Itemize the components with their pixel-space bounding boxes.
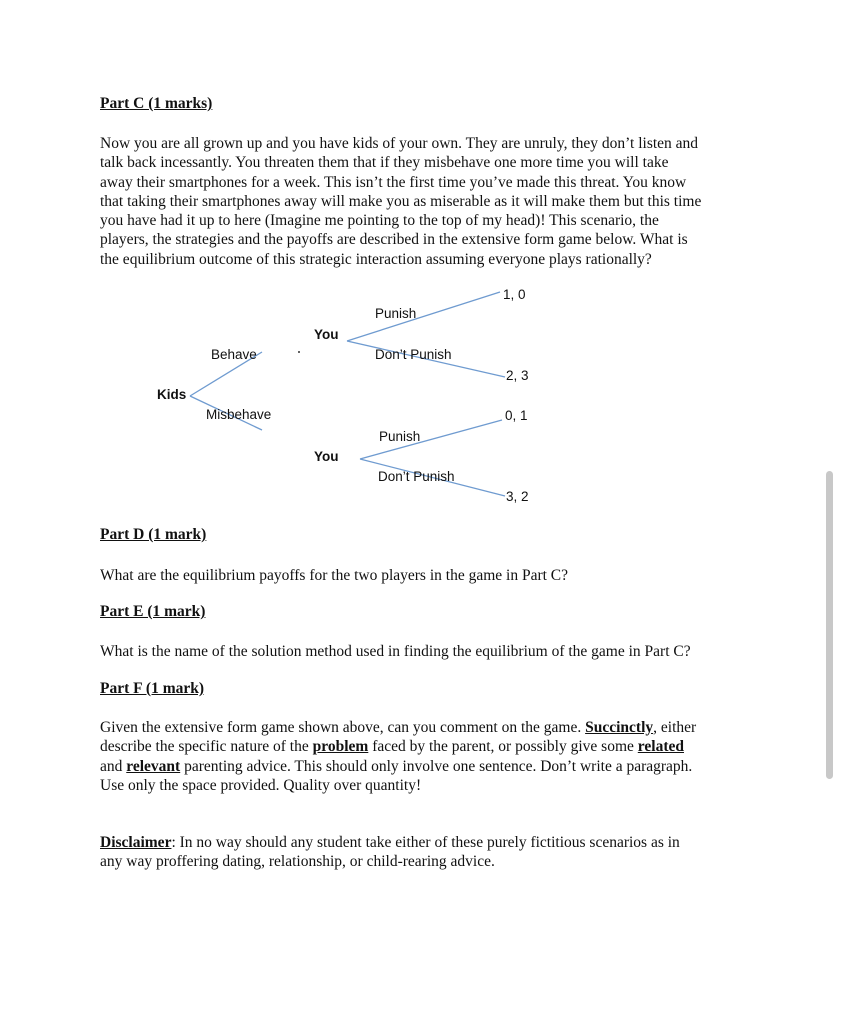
part-f-line: Use only the space provided. Quality over quantity! [100,776,422,794]
misbehave-label: Misbehave [206,407,272,422]
part-c-line: Now you are all grown up and you have kids of your own. They are unruly, they don’t listen and [100,135,699,152]
part-d-question [100,566,760,585]
part-f-line [100,757,760,776]
part-c-line: players, the strategies and the payoffs are described in the extensive form game below. What is [100,231,688,249]
lower-punish-label: Punish [379,429,421,444]
part-c-line: talk back incessantly. You threaten them that if they misbehave one more time you will take [100,154,669,172]
payoff-label: 1, 0 [503,287,526,302]
disclaimer-line [100,833,760,852]
part-c-line: the equilibrium outcome of this strategic interaction assuming everyone plays rationally? [100,250,652,268]
emphasis-problem: problem [312,738,369,756]
upper-node-player-label: You [314,327,339,342]
payoff-label: 2, 3 [506,368,529,383]
part-c-line: away their smartphones for a week. This isn’t the first time you’ve made this threat. You know [100,173,687,191]
root-player-label: Kids [157,387,187,402]
branch-upper-punish [347,292,500,341]
behave-label: Behave [211,347,257,362]
part-e-question-text: What is the name of the solution method used in finding the equilibrium of the game in Part C? [100,643,691,660]
upper-dont-punish-label: Don’t Punish [375,347,452,362]
part-f-text: describe the specific nature of the [100,738,313,756]
lower-dont-punish-label: Don’t Punish [378,469,455,484]
stray-dot [298,351,300,353]
part-c-heading: Part C (1 marks) [100,95,213,112]
part-d-heading: Part D (1 mark) [100,526,207,543]
part-d-question-text: What are the equilibrium payoffs for the two players in the game in Part C? [100,567,569,584]
part-e-question [100,642,760,661]
part-f-text: faced by the parent, or possibly give some [368,738,638,756]
part-e-heading: Part E (1 mark) [100,603,206,620]
emphasis-relevant: relevant [126,757,181,775]
disclaimer-text: : In no way should any student take either of these purely fictitious scenarios as in [171,834,680,851]
payoff-label: 3, 2 [506,489,529,504]
part-c-line: that taking their smartphones away will make you as miserable as it will make them but this time [100,192,702,210]
payoff-label: 0, 1 [505,408,528,423]
part-f-line [100,737,760,756]
part-f-text: parenting advice. This should only involve one sentence. Don’t write a paragraph. [180,757,693,775]
vertical-scrollbar[interactable] [826,471,833,779]
part-f-text: Given the extensive form game shown above, can you comment on the game. [100,719,586,736]
disclaimer-paragraph [100,833,760,872]
disclaimer-line: any way proffering dating, relationship, or child-rearing advice. [100,853,495,871]
disclaimer-label: Disclaimer [100,834,172,851]
part-c-line: you have had it up to here (Imagine me pointing to the top of my head)! This scenario, the [100,212,659,230]
part-f-paragraph [100,718,760,795]
emphasis-succinctly: Succinctly [585,719,654,736]
upper-punish-label: Punish [375,306,417,321]
lower-node-player-label: You [314,449,339,464]
part-f-text: and [100,757,127,775]
part-f-text: , either [653,719,697,736]
part-f-line [100,718,760,737]
emphasis-related: related [637,738,684,756]
part-f-heading: Part F (1 mark) [100,680,205,697]
